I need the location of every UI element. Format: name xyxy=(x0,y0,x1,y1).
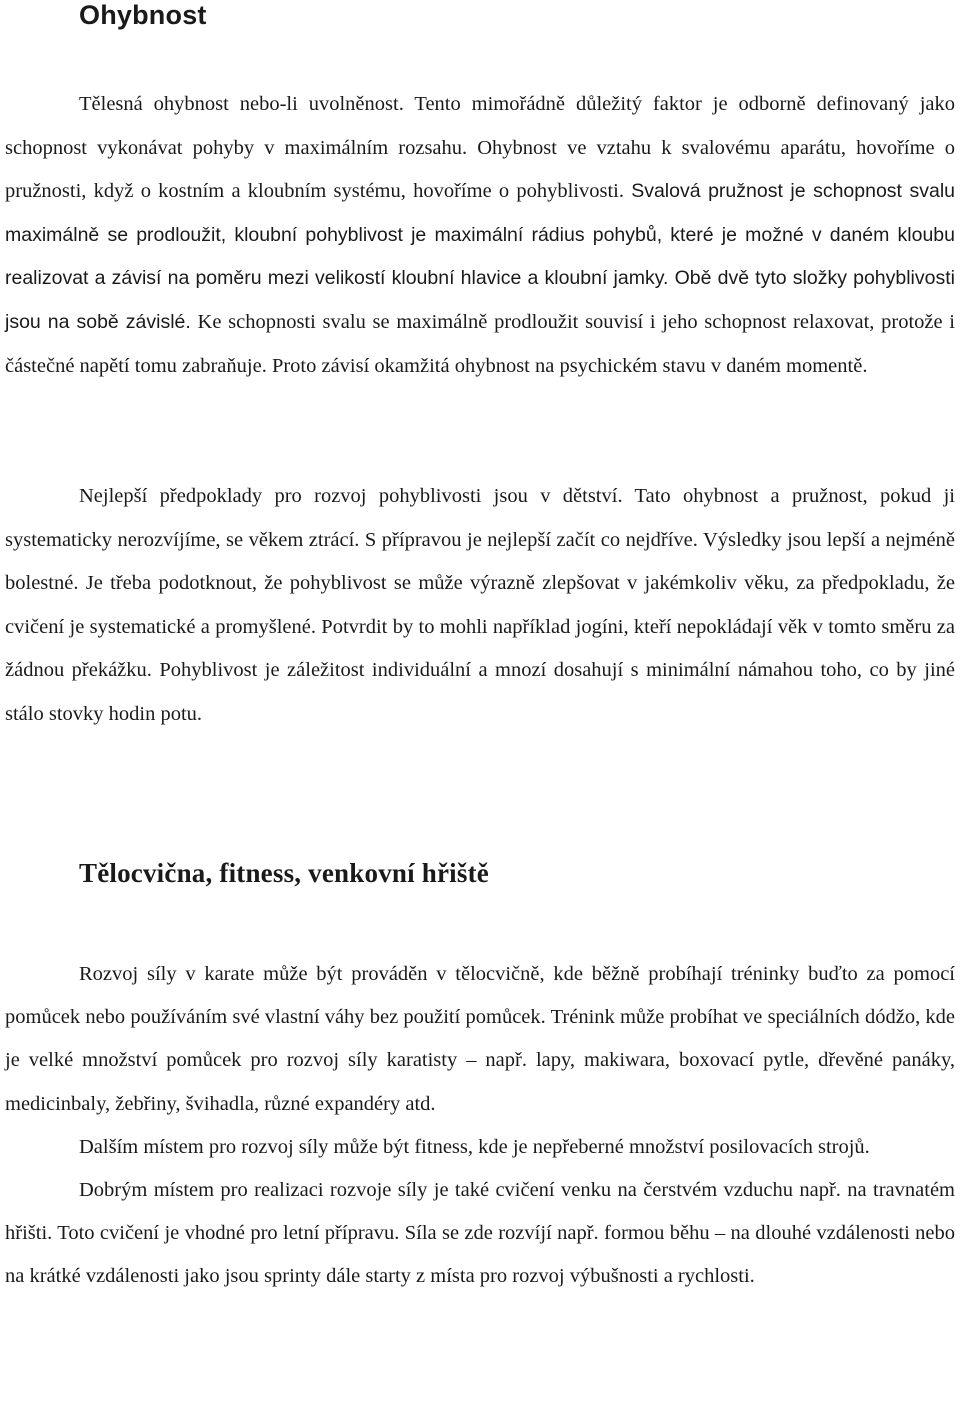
paragraph: Dalším místem pro rozvoj síly může být fitness, kde je nepřeberné množství posilovacích strojů. xyxy=(79,1135,870,1158)
section1-paragraph-2 xyxy=(5,475,955,737)
section-heading-telocvicna: Tělocvična, fitness, venkovní hřiště xyxy=(79,858,489,888)
paragraph-text-end: Ke schopnosti svalu se maximálně prodloužit souvisí i jeho schopnost relaxovat, protože i částečné napětí tomu zabraňuje. Proto závisí okamžitá ohybnost na psychickém stavu v daném momentě. xyxy=(5,310,956,377)
section1-paragraph-1 xyxy=(5,83,955,388)
paragraph: Dobrým místem pro realizaci rozvoje síly je také cvičení venku na čerstvém vzduchu např. na travnatém hřišti. Toto cvičení je vhodné pro letní přípravu. Síla se zde rozvíjí např. formou běhu – na dlouhé vzdálenosti nebo na krátké vzdálenosti jako jsou sprinty dále starty z místa pro rozvoj výbušnosti a rychlosti. xyxy=(5,1179,955,1288)
paragraph xyxy=(5,83,955,388)
section2-paragraphs xyxy=(5,953,955,1299)
paragraph: Rozvoj síly v karate může být prováděn v tělocvičně, kde běžně probíhají tréninky buďto za pomocí pomůcek nebo používáním své vlastní váhy bez použití pomůcek. Trénink může probíhat ve speciálních dódžo, kde je velké množství pomůcek pro rozvoj síly karatisty – např. lapy, makiwara, boxovací pytle, dřevěné panáky, medicinbaly, žebřiny, švihadla, různé expandéry atd. xyxy=(5,963,955,1115)
paragraph: Nejlepší předpoklady pro rozvoj pohyblivosti jsou v dětství. Tato ohybnost a pružnost, pokud ji systematicky nerozvíjíme, se věkem ztrácí. S přípravou je nejlepší začít co nejdříve. Výsledky jsou lepší a nejméně bolestné. Je třeba podotknout, že pohyblivost se může výrazně zlepšovat v jakémkoliv věku, za předpokladu, že cvičení je systematické a promyšlené. Potvrdit by to mohli například jogíni, kteří nepokládají věk v tomto směru za žádnou překážku. Pohyblivost je záležitost individuální a mnozí dosahují s minimální námahou toho, co by jiné stálo stovky hodin potu. xyxy=(5,485,955,725)
paragraph-text-sans: Svalová pružnost je schopnost svalu maximálně se prodloužit, kloubní pohyblivost je maximální rádius pohybů, které je možné v daném kloubu realizovat a závisí na poměru mezi velikostí kloubní hlavice a kloubní jamky. Obě dvě tyto složky pohyblivosti jsou na sobě závislé. xyxy=(5,180,955,333)
paragraph-text-serif: Tělesná ohybnost nebo-li uvolněnost. Tento mimořádně důležitý faktor je odborně definovaný jako schopnost vykonávat pohyby v maximálním rozsahu. Ohybnost ve vztahu k svalovému aparátu, hovoříme o pružnosti, když o kostním a kloubním systému, hovoříme o pohyblivosti. xyxy=(5,93,955,203)
section-heading-ohybnost: Ohybnost xyxy=(79,0,207,30)
